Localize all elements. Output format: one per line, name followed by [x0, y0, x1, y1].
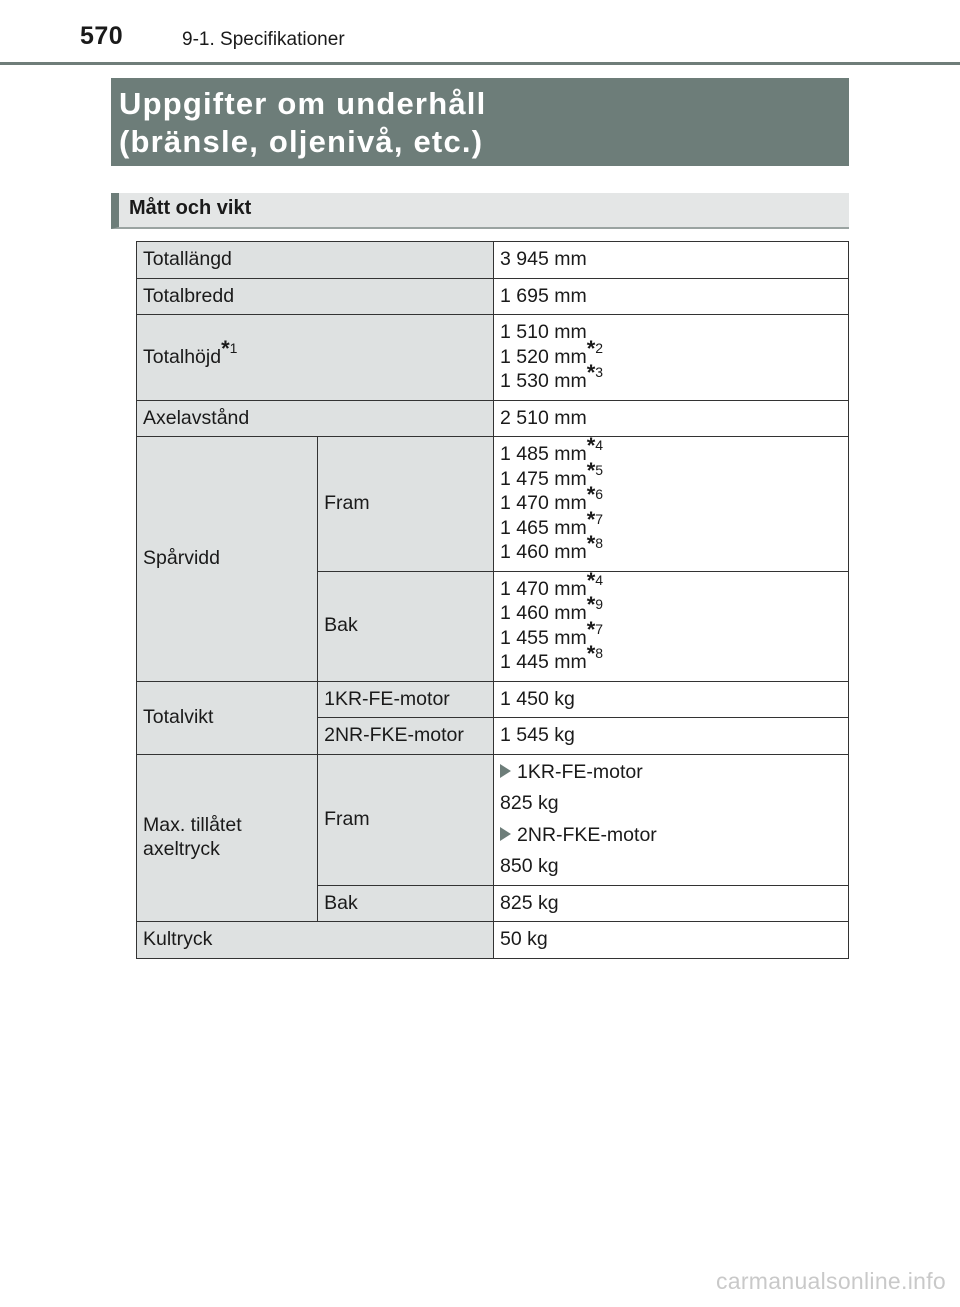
label-cell: Totalbredd: [137, 278, 494, 315]
page-header: [0, 0, 960, 65]
footnote-asterisk: *: [586, 506, 596, 532]
chapter-title-line-1: Uppgifter om underhåll: [119, 86, 487, 121]
footnote-asterisk: *: [586, 457, 596, 483]
spec-table: [136, 241, 849, 959]
label-cell: Totalvikt: [137, 681, 318, 754]
value-line: 825 kg: [500, 792, 559, 814]
value-cell: 825 kg: [494, 885, 849, 922]
footnote-asterisk: *: [221, 335, 230, 361]
label-cell: [137, 315, 494, 401]
chapter-title-line-2: (bränsle, oljenivå, etc.): [119, 124, 484, 159]
section-title: 9-1. Specifikationer: [182, 29, 345, 50]
table-row: [137, 754, 849, 885]
footnote-number: 7: [595, 620, 604, 637]
footnote-number: 4: [595, 571, 604, 588]
label-text: Totalhöjd: [143, 345, 222, 368]
value-text: 1 470 mm: [500, 577, 587, 600]
value-line: [500, 567, 842, 602]
footnote-asterisk: *: [586, 335, 596, 361]
label-cell: [137, 754, 318, 922]
label-line: axeltryck: [143, 838, 220, 861]
value-line: 850 kg: [500, 855, 559, 877]
value-text: 1 460 mm: [500, 541, 587, 563]
value-text: 1 445 mm: [500, 651, 587, 673]
footnote-asterisk: *: [586, 433, 596, 458]
chapter-title-band: [111, 78, 849, 166]
footnote-asterisk: *: [586, 641, 596, 666]
value-text: 1 475 mm: [500, 467, 587, 490]
value-text: 1 485 mm: [500, 443, 587, 465]
value-cell: 1 695 mm: [494, 278, 849, 315]
value-cell: 2 510 mm: [494, 400, 849, 437]
value-line: [500, 616, 842, 651]
table-row: [137, 242, 849, 279]
sublabel-cell: 2NR-FKE-motor: [318, 718, 494, 755]
table-row: [137, 437, 849, 572]
footnote-asterisk: *: [586, 616, 596, 642]
engine-line: [500, 823, 842, 848]
sublabel-cell: Fram: [318, 437, 494, 572]
footnote-number: 6: [595, 486, 604, 502]
value-cell: [494, 567, 849, 681]
value-line: [500, 360, 842, 394]
sublabel-cell: Bak: [318, 571, 494, 681]
engine-line: [500, 760, 842, 785]
footnote-number: 7: [595, 510, 604, 527]
label-line: Max. tillåtet: [143, 813, 242, 836]
footnote-number: 4: [595, 437, 604, 453]
triangle-bullet-icon: [500, 827, 511, 841]
footnote-number: 2: [595, 339, 604, 356]
value-line: [500, 482, 842, 516]
sublabel-cell: Fram: [318, 754, 494, 885]
table-row: [137, 278, 849, 315]
value-text: 1 460 mm: [500, 602, 587, 624]
value-line: [500, 592, 842, 626]
value-cell: 50 kg: [494, 922, 849, 959]
sublabel-cell: 1KR-FE-motor: [318, 681, 494, 718]
value-text: 1 510 mm: [500, 321, 587, 343]
value-line: [500, 335, 842, 370]
value-line: [500, 641, 842, 675]
footnote-asterisk: *: [586, 482, 596, 507]
engine-text: 1KR-FE-motor: [517, 760, 643, 783]
value-text: 1 455 mm: [500, 626, 587, 649]
value-text: 1 520 mm: [500, 345, 587, 368]
page-number: 570: [80, 22, 124, 50]
footnote-number: 8: [595, 645, 604, 661]
table-row: [137, 922, 849, 959]
label-cell: Kultryck: [137, 922, 494, 959]
value-cell: 1 450 kg: [494, 681, 849, 718]
value-cell: [494, 754, 849, 885]
watermark-text: carmanualsonline.info: [715, 1268, 946, 1294]
value-cell: 1 545 kg: [494, 718, 849, 755]
value-line: [500, 457, 842, 492]
sublabel-cell: Bak: [318, 885, 494, 922]
footnote-number: 8: [595, 535, 604, 551]
footnote-number: 3: [595, 364, 604, 380]
footnote-number: 9: [595, 596, 604, 612]
triangle-bullet-icon: [500, 764, 511, 778]
value-cell: 3 945 mm: [494, 242, 849, 279]
footnote-asterisk: *: [586, 592, 596, 617]
value-cell: [494, 433, 849, 572]
value-cell: [494, 315, 849, 401]
subheading: Mått och vikt: [111, 193, 849, 229]
value-line: [500, 320, 842, 345]
footnote-number: 1: [229, 339, 238, 356]
table-row: [137, 681, 849, 718]
footnote-asterisk: *: [586, 360, 596, 385]
label-cell: Spårvidd: [137, 437, 318, 682]
value-text: 1 465 mm: [500, 516, 587, 539]
footnote-number: 5: [595, 461, 604, 478]
value-line: [500, 433, 842, 467]
footnote-asterisk: *: [586, 531, 596, 556]
value-text: 1 470 mm: [500, 492, 587, 514]
table-row: [137, 315, 849, 401]
table-row: [137, 400, 849, 437]
value-line: [500, 506, 842, 541]
label-cell: Totallängd: [137, 242, 494, 279]
value-text: 1 530 mm: [500, 370, 587, 392]
value-line: [500, 531, 842, 565]
label-cell: Axelavstånd: [137, 400, 494, 437]
engine-text: 2NR-FKE-motor: [517, 823, 657, 846]
footnote-asterisk: *: [586, 567, 596, 593]
